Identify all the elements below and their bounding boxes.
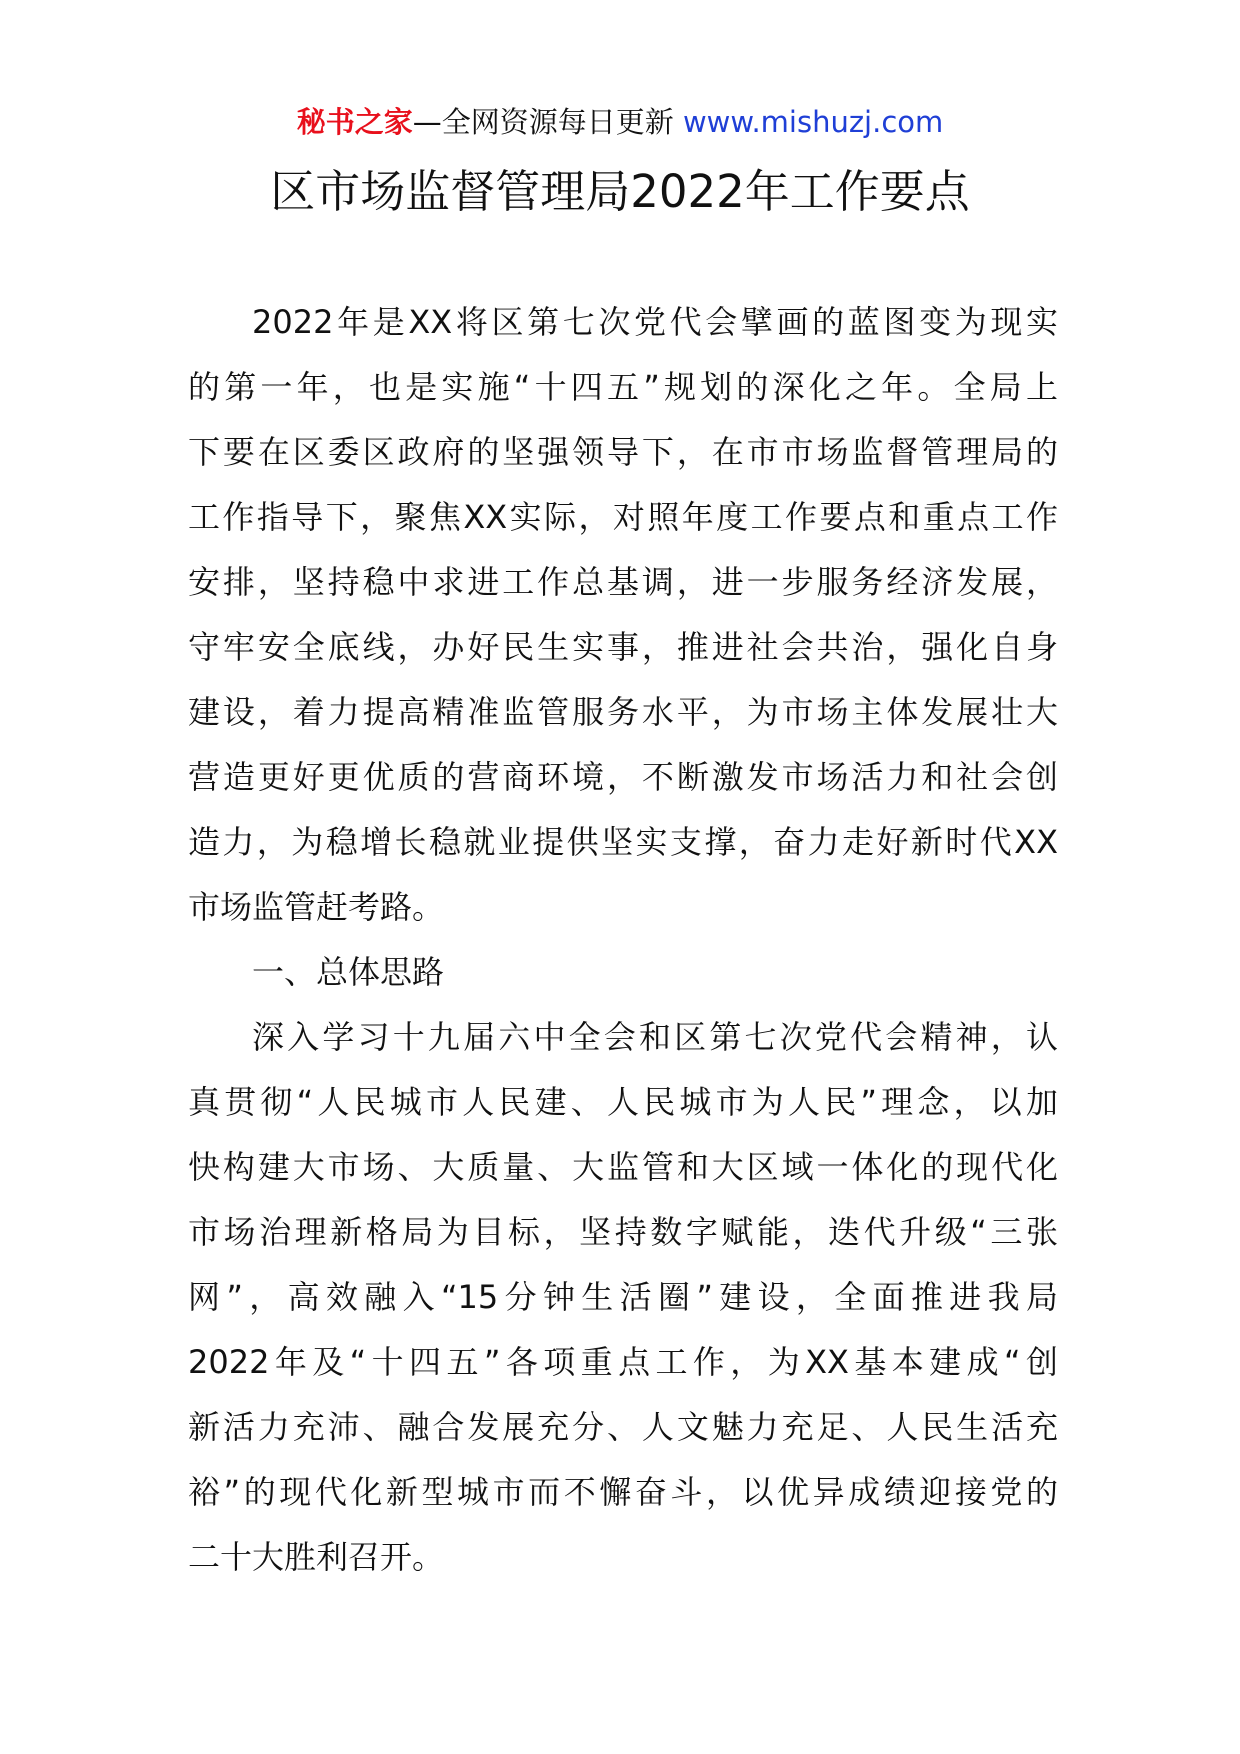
body-line: 深入学习十九届六中全会和区第七次党代会精神，认 [252,1018,1058,1056]
body-line: 网”，高效融入“15分钟生活圈”建设，全面推进我局 [188,1278,1058,1316]
body-line: 建设，着力提高精准监管服务水平，为市场主体发展壮大 [188,693,1058,731]
document-body [188,290,1058,1590]
body-line: 裕”的现代化新型城市而不懈奋斗，以优异成绩迎接党的 [188,1473,1058,1511]
site-url-link[interactable]: www.mishuzj.com [682,105,944,139]
body-line: 造力，为稳增长稳就业提供坚实支撑，奋力走好新时代XX [188,823,1058,861]
site-header [0,102,1240,142]
body-line: 安排，坚持稳中求进工作总基调，进一步服务经济发展， [188,563,1058,601]
body-line: 工作指导下，聚焦XX实际，对照年度工作要点和重点工作 [188,498,1058,536]
body-line: 下要在区委区政府的坚强领导下，在市市场监督管理局的 [188,433,1058,471]
body-line: 市场监管赶考路。 [188,888,445,926]
site-tagline: —全网资源每日更新 [412,105,683,139]
body-line: 2022年及“十四五”各项重点工作，为XX基本建成“创 [188,1343,1058,1381]
body-line: 守牢安全底线，办好民生实事，推进社会共治，强化自身 [188,628,1058,666]
body-line: 市场治理新格局为目标，坚持数字赋能，迭代升级“三张 [188,1213,1058,1251]
document-title: 区市场监督管理局2022年工作要点 [270,165,970,218]
body-line: 的第一年，也是实施“十四五”规划的深化之年。全局上 [188,368,1058,406]
body-line: 营造更好更优质的营商环境，不断激发市场活力和社会创 [188,758,1058,796]
body-line: 真贯彻“人民城市人民建、人民城市为人民”理念，以加 [188,1083,1058,1121]
body-line: 快构建大市场、大质量、大监管和大区域一体化的现代化 [188,1148,1058,1186]
site-brand: 秘书之家 [296,105,413,139]
body-line: 新活力充沛、融合发展充分、人文魅力充足、人民生活充 [188,1408,1058,1446]
body-line: 2022年是XX将区第七次党代会擘画的蓝图变为现实 [252,303,1058,341]
body-line: 二十大胜利召开。 [188,1538,445,1576]
section-heading: 一、总体思路 [252,953,445,991]
